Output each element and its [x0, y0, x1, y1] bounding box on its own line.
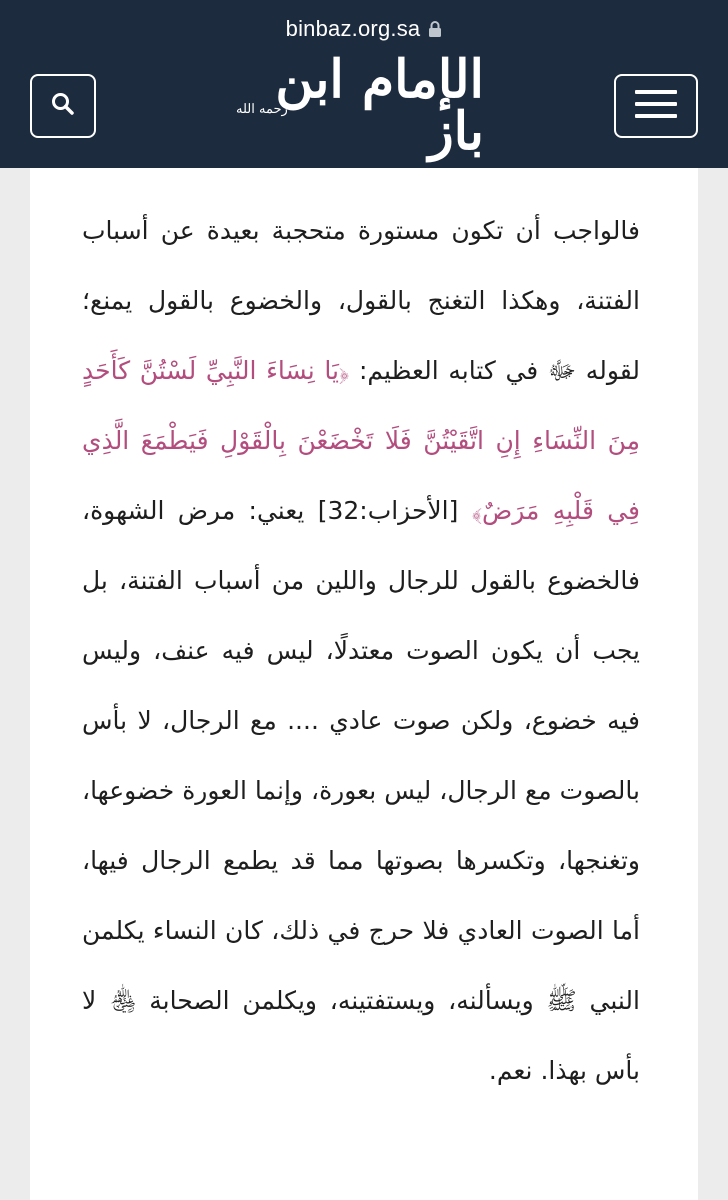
logo-text: الإمام ابن باز	[275, 49, 484, 162]
lock-icon	[428, 20, 442, 38]
quran-verse: ﴿يَا نِسَاءَ النَّبِيِّ لَسْتُنَّ كَأَحَدٍ مِنَ النِّسَاءِ إِنِ اتَّقَيْتُنَّ فَلَا تَخْضَعْنَ بِالْقَوْلِ فَيَطْمَعَ الَّذِي فِي قَلْبِهِ مَرَضٌ﴾	[82, 356, 641, 525]
hamburger-menu-icon	[633, 88, 679, 124]
logo-honorific: رحمه الله	[236, 102, 288, 117]
article-text-intro: فالواجب أن تكون مستورة متحجبة بعيدة عن أسباب الفتنة، وهكذا التغنج بالقول، والخضوع بالقول يمنع؛ لقوله ﷻ في كتابه العظيم:	[82, 216, 640, 385]
verse-reference: [الأحزاب:32]	[317, 496, 472, 525]
search-button[interactable]	[30, 74, 96, 138]
address-bar[interactable]	[0, 12, 728, 46]
url-text: binbaz.org.sa	[285, 16, 421, 41]
menu-button[interactable]	[614, 74, 698, 138]
site-header	[0, 0, 728, 168]
search-icon	[50, 91, 76, 121]
article-body	[82, 196, 640, 1106]
article-text-explanation: يعني: مرض الشهوة، فالخضوع بالقول للرجال واللين من أسباب الفتنة، بل يجب أن يكون الصوت معتدلًا، ليس فيه عنف، وليس فيه خضوع، ولكن صوت عادي .... مع الرجال، لا بأس بالصوت مع الرجال، ليس بعورة، وإنما العورة خضوعها، وتغنجها، وتكسرها بصوتها مما قد يطمع الرجال فيها، أما الصوت العادي فلا حرج في ذلك، كان النساء يكلمن النبي ﷺ ويسألنه، ويستفتينه، ويكلمن الصحابة ﵃ لا بأس بهذا. نعم.	[82, 496, 640, 1085]
site-logo[interactable]	[234, 49, 484, 162]
